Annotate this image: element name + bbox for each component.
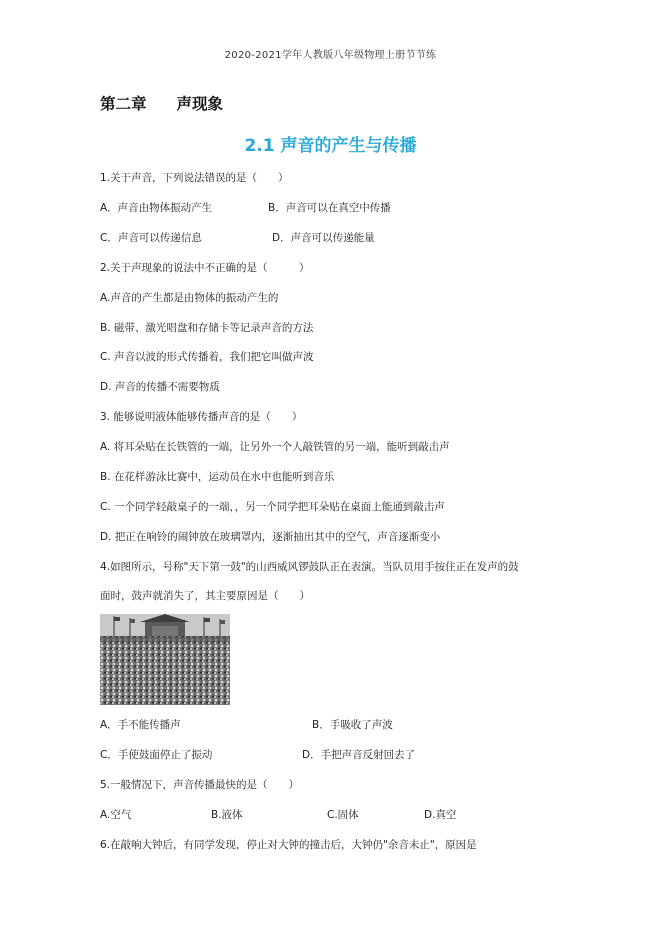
q1-option-d: D．声音可以传递能量 [272,232,375,244]
q4-option-b: B．手吸收了声波 [312,719,393,731]
q3-option-b: B. 在花样游泳比赛中，运动员在水中也能听到音乐 [100,471,335,483]
chapter-name: 声现象 [176,95,224,113]
q3-option-c: C. 一个同学轻敲桌子的一端，，另一个同学把耳朵贴在桌面上能通到敲击声 [100,501,445,513]
chapter-number: 第二章 [100,95,147,113]
drum-performance-photo [100,614,230,705]
q1-stem: 1.关于声音，下列说法错误的是（ ） [100,172,289,184]
q2-option-b: B. 磁带、激光唱盘和存储卡等记录声音的方法 [100,322,314,334]
page-header: 2020-2021学年人教版八年级物理上册节节练 [224,50,437,61]
q4-stem-line2: 面时，鼓声就消失了，其主要原因是（ ） [100,590,310,602]
q1-option-a: A．声音由物体振动产生 [100,202,213,214]
q2-option-c: C. 声音以波的形式传播着，我们把它叫做声波 [100,351,314,363]
q6-stem: 6.在敲响大钟后，有同学发现，停止对大钟的撞击后，大钟仍"余音未止"，原因是 [100,839,477,851]
q1-option-c: C．声音可以传递信息 [100,232,202,244]
q4-option-c: C．手使鼓面停止了振动 [100,749,213,761]
q4-stem-line1: 4.如图所示，号称"天下第一鼓"的山西威风锣鼓队正在表演。当队员用手按住正在发声的鼓 [100,561,519,573]
q4-option-a: A．手不能传播声 [100,719,181,731]
chapter-heading [100,92,223,114]
q5-option-b: B.液体 [211,809,243,821]
q3-option-d: D. 把正在响铃的闹钟放在玻璃罩内，逐渐抽出其中的空气，声音逐渐变小 [100,531,441,543]
q4-option-d: D．手把声音反射回去了 [302,749,416,761]
q5-stem: 5.一般情况下，声音传播最快的是（ ） [100,779,300,791]
q5-option-c: C.固体 [327,809,359,821]
q5-option-d: D.真空 [424,809,457,821]
q2-option-a: A.声音的产生都是由物体的振动产生的 [100,292,279,304]
q1-option-b: B．声音可以在真空中传播 [268,202,391,214]
q3-option-a: A. 将耳朵贴在长铁管的一端，让另外一个人敲铁管的另一端，能听到敲击声 [100,441,450,453]
q5-option-a: A.空气 [100,809,132,821]
q3-stem: 3. 能够说明液体能够传播声音的是（ ） [100,411,303,423]
q2-option-d: D. 声音的传播不需要物质 [100,381,220,393]
section-title: 2.1 声音的产生与传播 [244,136,417,156]
q2-stem: 2.关于声现象的说法中不正确的是（ ） [100,262,310,274]
